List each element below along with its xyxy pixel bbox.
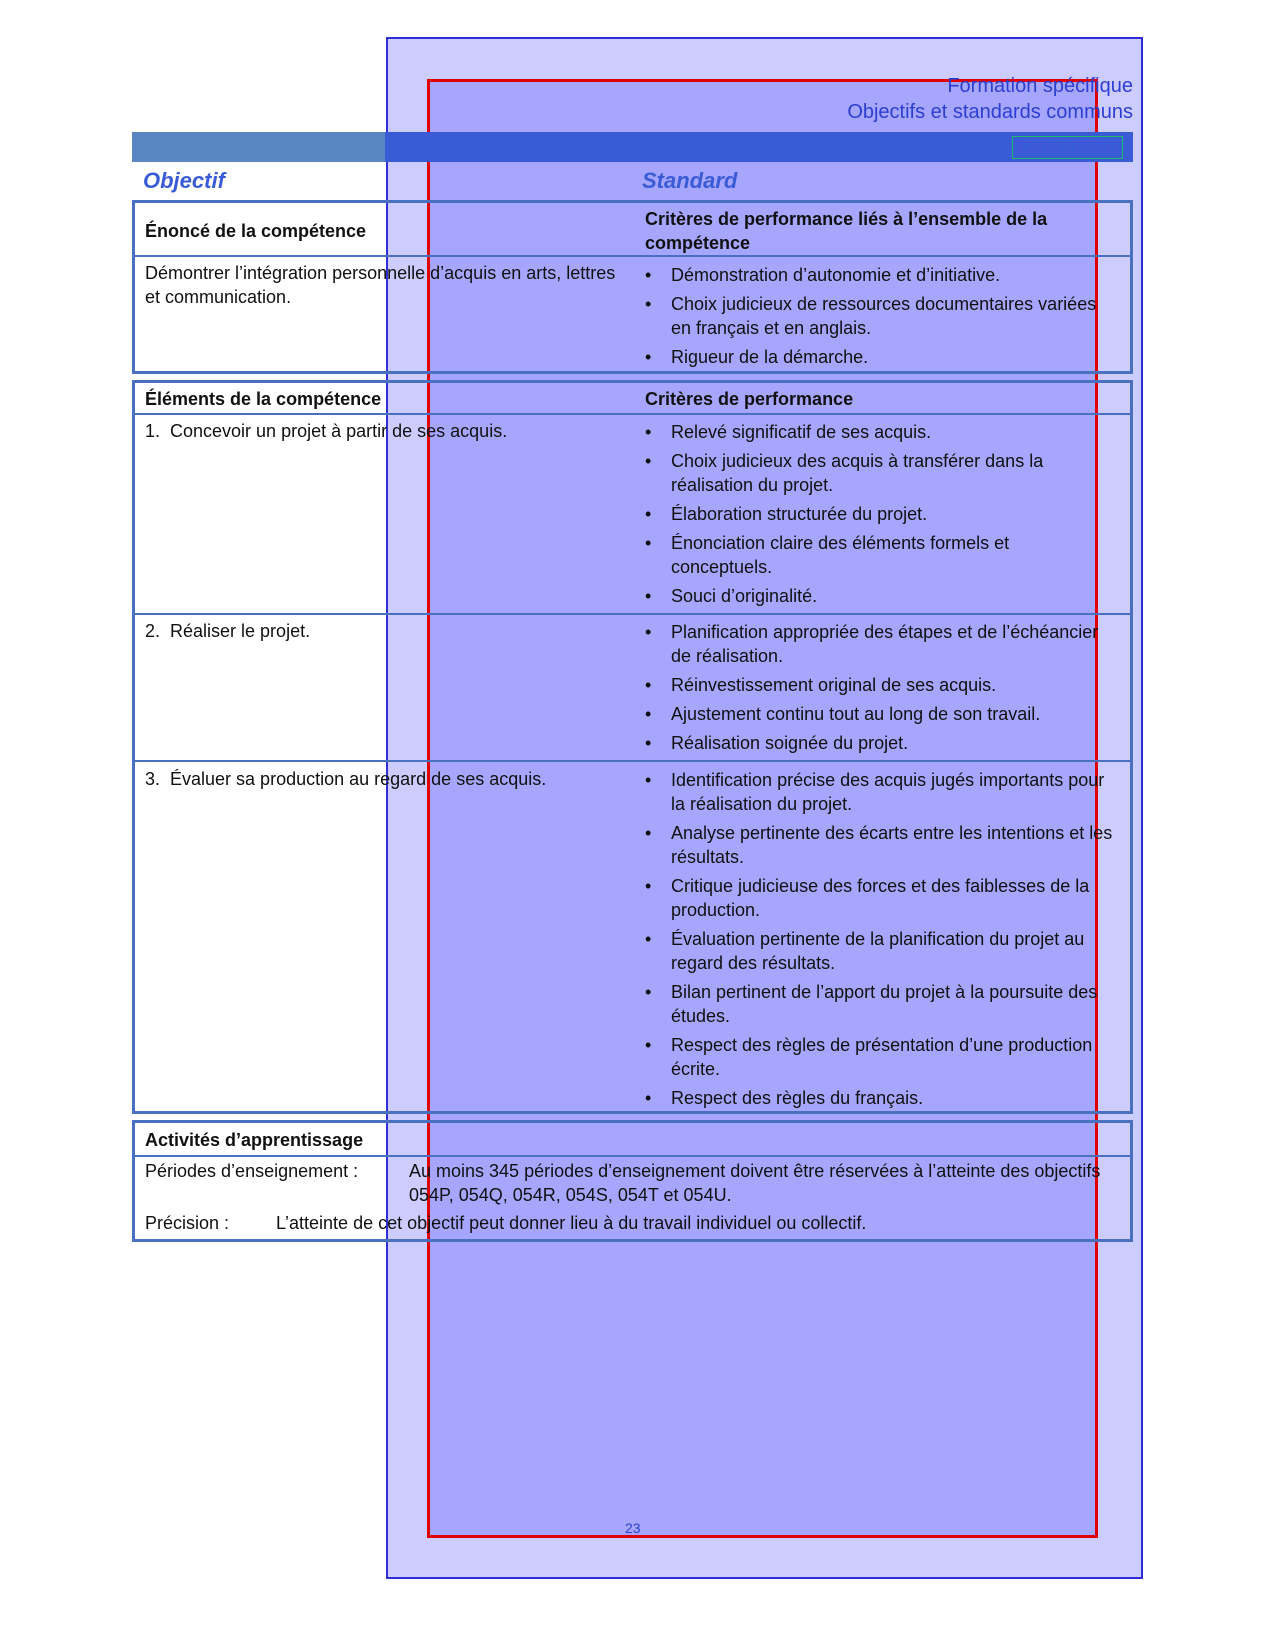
bullet-icon: • bbox=[645, 929, 652, 949]
row-divider bbox=[135, 760, 1130, 762]
precision-label: Précision : bbox=[145, 1213, 230, 1233]
activites-heading: Activités d’apprentissage bbox=[145, 1130, 364, 1150]
bullet-icon: • bbox=[645, 422, 652, 442]
activites-section bbox=[132, 1120, 1133, 1242]
list-item: • Relevé significatif de ses acquis. bbox=[645, 422, 932, 442]
bullet-icon: • bbox=[645, 675, 652, 695]
list-item: • Évaluation pertinente de la planification du projet au regard des résultats. bbox=[645, 929, 1085, 973]
bullet-icon: • bbox=[645, 982, 652, 1002]
list-item: • Rigueur de la démarche. bbox=[645, 347, 869, 367]
elements-section bbox=[132, 380, 1133, 1114]
list-item: • Respect des règles du français. bbox=[645, 1088, 924, 1108]
list-item: • Critique judicieuse des forces et des faiblesses de la production. bbox=[645, 876, 1090, 920]
enonce-heading: Énoncé de la compétence bbox=[145, 221, 367, 241]
header-objectifs: Objectifs et standards communs bbox=[847, 101, 1133, 123]
bullet-icon: • bbox=[645, 265, 652, 285]
enonce-criteria-list bbox=[643, 263, 1113, 374]
list-item: • Ajustement continu tout au long de son travail. bbox=[645, 704, 1041, 724]
page-number: 23 bbox=[625, 1520, 641, 1536]
standard-title: Standard bbox=[642, 168, 738, 193]
row-divider bbox=[135, 613, 1130, 615]
enonce-criteria-heading: Critères de performance liés à l’ensemble de la compétence bbox=[645, 209, 1048, 253]
precision-text: L’atteinte de cet objectif peut donner lieu à du travail individuel ou collectif. bbox=[276, 1213, 867, 1233]
list-item: • Démonstration d’autonomie et d’initiative. bbox=[645, 265, 1001, 285]
bullet-icon: • bbox=[645, 704, 652, 724]
element-3-label: 3. Évaluer sa production au regard de ses acquis. bbox=[145, 769, 547, 789]
element-3-criteria bbox=[643, 768, 1113, 1115]
row-divider bbox=[135, 1155, 1130, 1157]
header-formation: Formation spécifique bbox=[947, 75, 1133, 97]
bullet-icon: • bbox=[645, 294, 652, 314]
list-item: • Réinvestissement original de ses acquis. bbox=[645, 675, 997, 695]
bullet-icon: • bbox=[645, 733, 652, 753]
row-divider bbox=[135, 255, 1130, 257]
row-divider bbox=[135, 413, 1130, 415]
bullet-icon: • bbox=[645, 451, 652, 471]
list-item: • Planification appropriée des étapes et de l’échéancier de réalisation. bbox=[645, 622, 1099, 666]
bullet-icon: • bbox=[645, 1035, 652, 1055]
bullet-icon: • bbox=[645, 770, 652, 790]
list-item: • Respect des règles de présentation d’une production écrite. bbox=[645, 1035, 1093, 1079]
list-item: • Analyse pertinente des écarts entre les intentions et les résultats. bbox=[645, 823, 1113, 867]
list-item: • Énonciation claire des éléments formels et conceptuels. bbox=[645, 533, 1010, 577]
element-1-criteria bbox=[643, 420, 1113, 613]
bullet-icon: • bbox=[645, 533, 652, 553]
list-item: • Identification précise des acquis jugés importants pour la réalisation du projet. bbox=[645, 770, 1105, 814]
bullet-icon: • bbox=[645, 876, 652, 896]
elements-criteria-heading: Critères de performance bbox=[645, 389, 854, 409]
periodes-label: Périodes d’enseignement : bbox=[145, 1161, 359, 1181]
list-item: • Bilan pertinent de l’apport du projet à la poursuite des études. bbox=[645, 982, 1098, 1026]
elements-heading: Éléments de la compétence bbox=[145, 389, 382, 409]
list-item: • Choix judicieux de ressources documentaires variées en français et en anglais. bbox=[645, 294, 1097, 338]
enonce-section bbox=[132, 200, 1133, 374]
bullet-icon: • bbox=[645, 1088, 652, 1108]
list-item: • Réalisation soignée du projet. bbox=[645, 733, 909, 753]
element-2-label: 2. Réaliser le projet. bbox=[145, 621, 311, 641]
bullet-icon: • bbox=[645, 586, 652, 606]
element-1-label: 1. Concevoir un projet à partir de ses acquis. bbox=[145, 421, 508, 441]
code-bar bbox=[132, 132, 1133, 162]
bullet-icon: • bbox=[645, 504, 652, 524]
bullet-icon: • bbox=[645, 622, 652, 642]
list-item: • Choix judicieux des acquis à transférer dans la réalisation du projet. bbox=[645, 451, 1044, 495]
bullet-icon: • bbox=[645, 823, 652, 843]
list-item: • Élaboration structurée du projet. bbox=[645, 504, 928, 524]
code-label: Code : 054U bbox=[1013, 137, 1122, 158]
enonce-text: Démontrer l’intégration personnelle d’acquis en arts, lettres et communication. bbox=[145, 263, 616, 307]
periodes-text: Au moins 345 périodes d’enseignement doivent être réservées à l’atteinte des objectifs 054P, 054Q, 054R, 054S, 054T et 054U. bbox=[409, 1161, 1101, 1205]
bullet-icon: • bbox=[645, 347, 652, 367]
element-2-criteria bbox=[643, 620, 1113, 760]
list-item: • Souci d’originalité. bbox=[645, 586, 818, 606]
objectif-title: Objectif bbox=[143, 168, 225, 193]
